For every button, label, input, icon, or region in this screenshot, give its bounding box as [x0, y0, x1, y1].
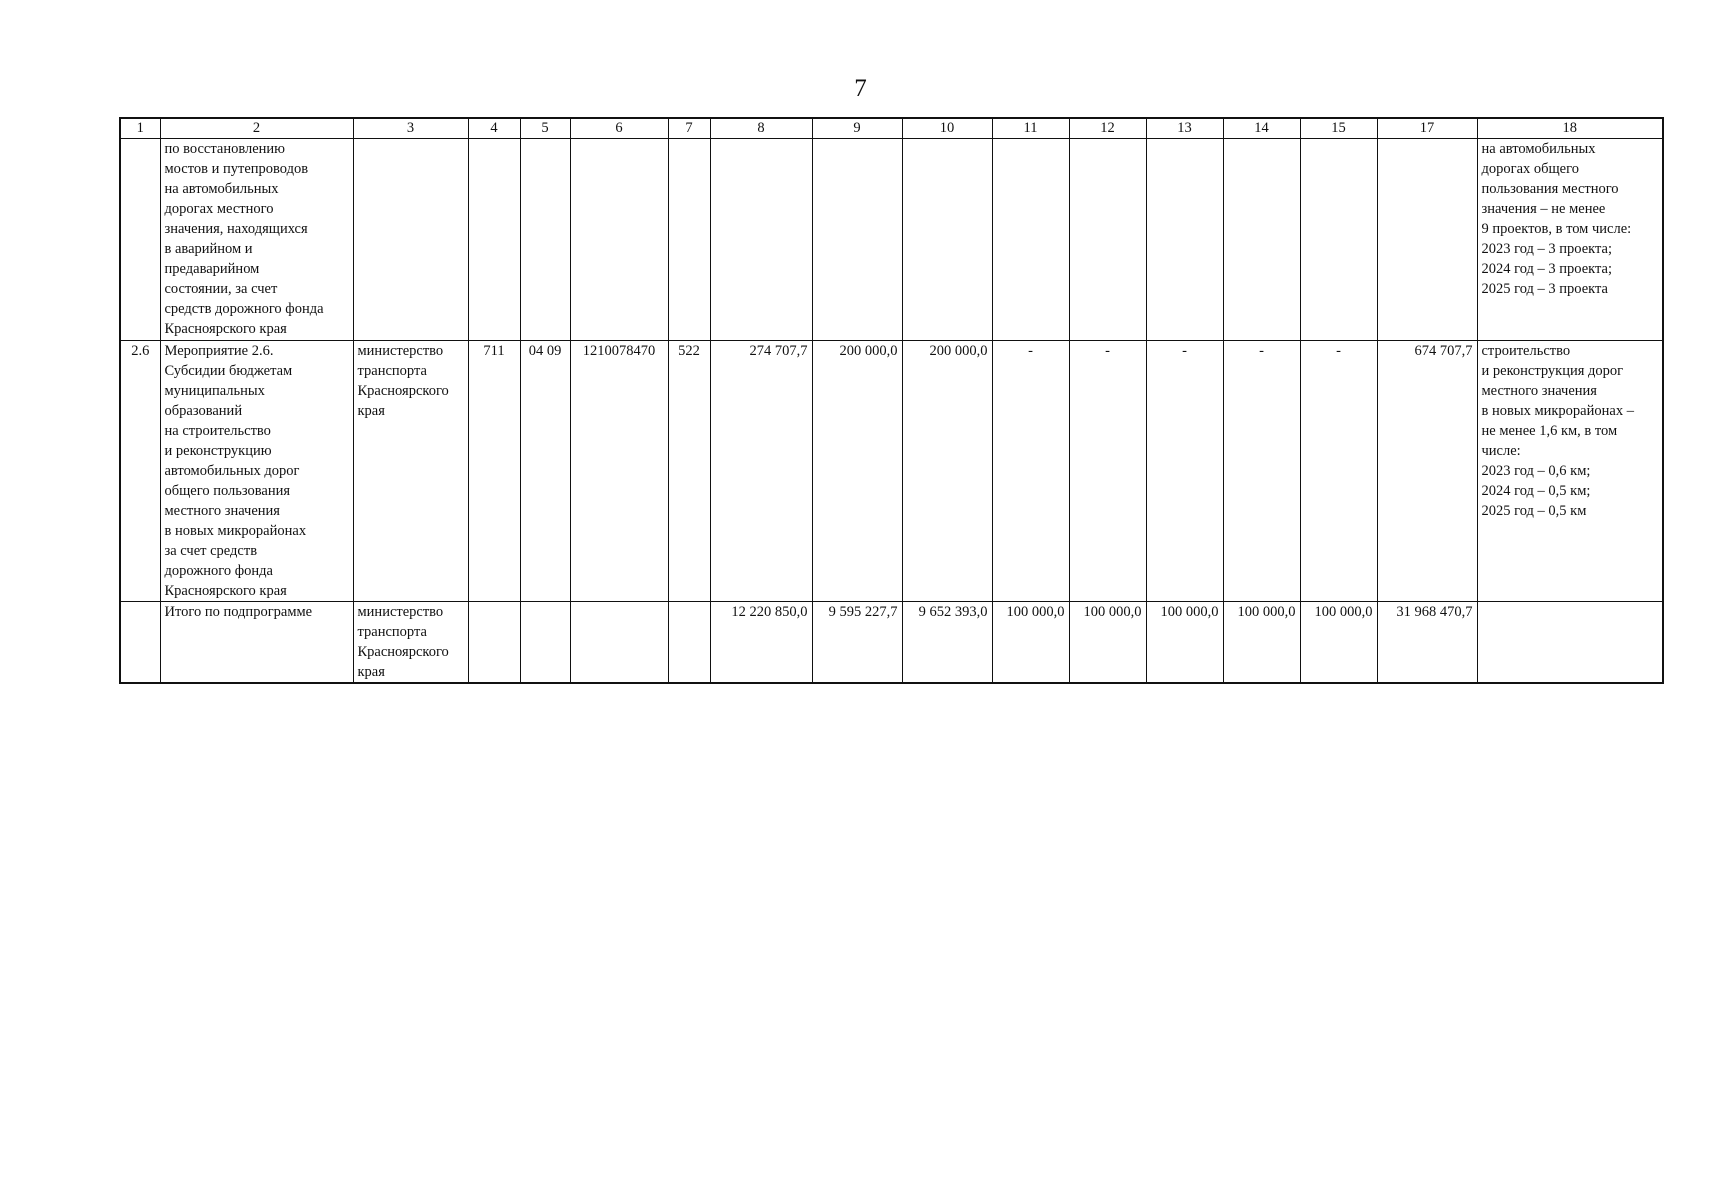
amount-cell: - [992, 341, 1069, 602]
header-cell: 14 [1223, 118, 1300, 139]
grbs-cell: 711 [468, 341, 520, 602]
amount-cell: 100 000,0 [1069, 602, 1146, 684]
expected-result-cell: строительство и реконструкция дорог местного значения в новых микрорайонах – не менее 1,6 км, в том числе: 2023 год – 0,6 км; 2024 год – 0,5 км; 2025 год – 0,5 км [1477, 341, 1663, 602]
expense-type-cell [668, 602, 710, 684]
amount-cell: 100 000,0 [1300, 602, 1377, 684]
header-row [120, 118, 1663, 139]
amount-cell [1223, 139, 1300, 341]
executor-cell: министерство транспорта Красноярского края [353, 602, 468, 684]
total-cell: 31 968 470,7 [1377, 602, 1477, 684]
header-cell: 4 [468, 118, 520, 139]
amount-cell [812, 139, 902, 341]
total-cell [1377, 139, 1477, 341]
row-number-cell [120, 602, 160, 684]
amount-cell: 200 000,0 [902, 341, 992, 602]
amount-cell: 9 595 227,7 [812, 602, 902, 684]
expense-type-cell: 522 [668, 341, 710, 602]
table-row [120, 341, 1663, 602]
target-article-cell [570, 602, 668, 684]
total-cell: 674 707,7 [1377, 341, 1477, 602]
header-cell: 10 [902, 118, 992, 139]
expense-type-cell [668, 139, 710, 341]
header-cell: 9 [812, 118, 902, 139]
row-number-cell [120, 139, 160, 341]
description-cell: Мероприятие 2.6. Субсидии бюджетам муниципальных образований на строительство и реконструкцию автомобильных дорог общего пользования местного значения в новых микрорайонах за счет средств дорожного фонда Красноярского края [160, 341, 353, 602]
table-row [120, 602, 1663, 684]
section-cell [520, 139, 570, 341]
header-cell: 3 [353, 118, 468, 139]
grbs-cell [468, 602, 520, 684]
header-cell: 2 [160, 118, 353, 139]
header-cell: 1 [120, 118, 160, 139]
amount-cell: 200 000,0 [812, 341, 902, 602]
amount-cell: 12 220 850,0 [710, 602, 812, 684]
header-cell: 8 [710, 118, 812, 139]
amount-cell: - [1069, 341, 1146, 602]
description-cell: Итого по подпрограмме [160, 602, 353, 684]
amount-cell: - [1300, 341, 1377, 602]
row-number-cell: 2.6 [120, 341, 160, 602]
amount-cell: 100 000,0 [1223, 602, 1300, 684]
header-cell: 12 [1069, 118, 1146, 139]
header-cell: 11 [992, 118, 1069, 139]
executor-cell [353, 139, 468, 341]
expected-result-cell [1477, 602, 1663, 684]
section-cell [520, 602, 570, 684]
amount-cell: - [1146, 341, 1223, 602]
amount-cell [992, 139, 1069, 341]
amount-cell [1069, 139, 1146, 341]
target-article-cell: 1210078470 [570, 341, 668, 602]
budget-table [119, 117, 1664, 684]
description-cell: по восстановлению мостов и путепроводов на автомобильных дорогах местного значения, находящихся в аварийном и предаварийном состоянии, за счет средств дорожного фонда Красноярского края [160, 139, 353, 341]
amount-cell [902, 139, 992, 341]
grbs-cell [468, 139, 520, 341]
amount-cell [710, 139, 812, 341]
header-cell: 17 [1377, 118, 1477, 139]
header-cell: 15 [1300, 118, 1377, 139]
amount-cell: 100 000,0 [992, 602, 1069, 684]
section-cell: 04 09 [520, 341, 570, 602]
header-cell: 18 [1477, 118, 1663, 139]
table-row [120, 139, 1663, 341]
amount-cell [1146, 139, 1223, 341]
page-number: 7 [854, 75, 867, 102]
header-cell: 7 [668, 118, 710, 139]
header-cell: 5 [520, 118, 570, 139]
amount-cell: 274 707,7 [710, 341, 812, 602]
amount-cell: 9 652 393,0 [902, 602, 992, 684]
amount-cell: 100 000,0 [1146, 602, 1223, 684]
header-cell: 13 [1146, 118, 1223, 139]
amount-cell [1300, 139, 1377, 341]
executor-cell: министерство транспорта Красноярского края [353, 341, 468, 602]
expected-result-cell: на автомобильных дорогах общего пользования местного значения – не менее 9 проектов, в том числе: 2023 год – 3 проекта; 2024 год – 3 проекта; 2025 год – 3 проекта [1477, 139, 1663, 341]
amount-cell: - [1223, 341, 1300, 602]
header-cell: 6 [570, 118, 668, 139]
target-article-cell [570, 139, 668, 341]
